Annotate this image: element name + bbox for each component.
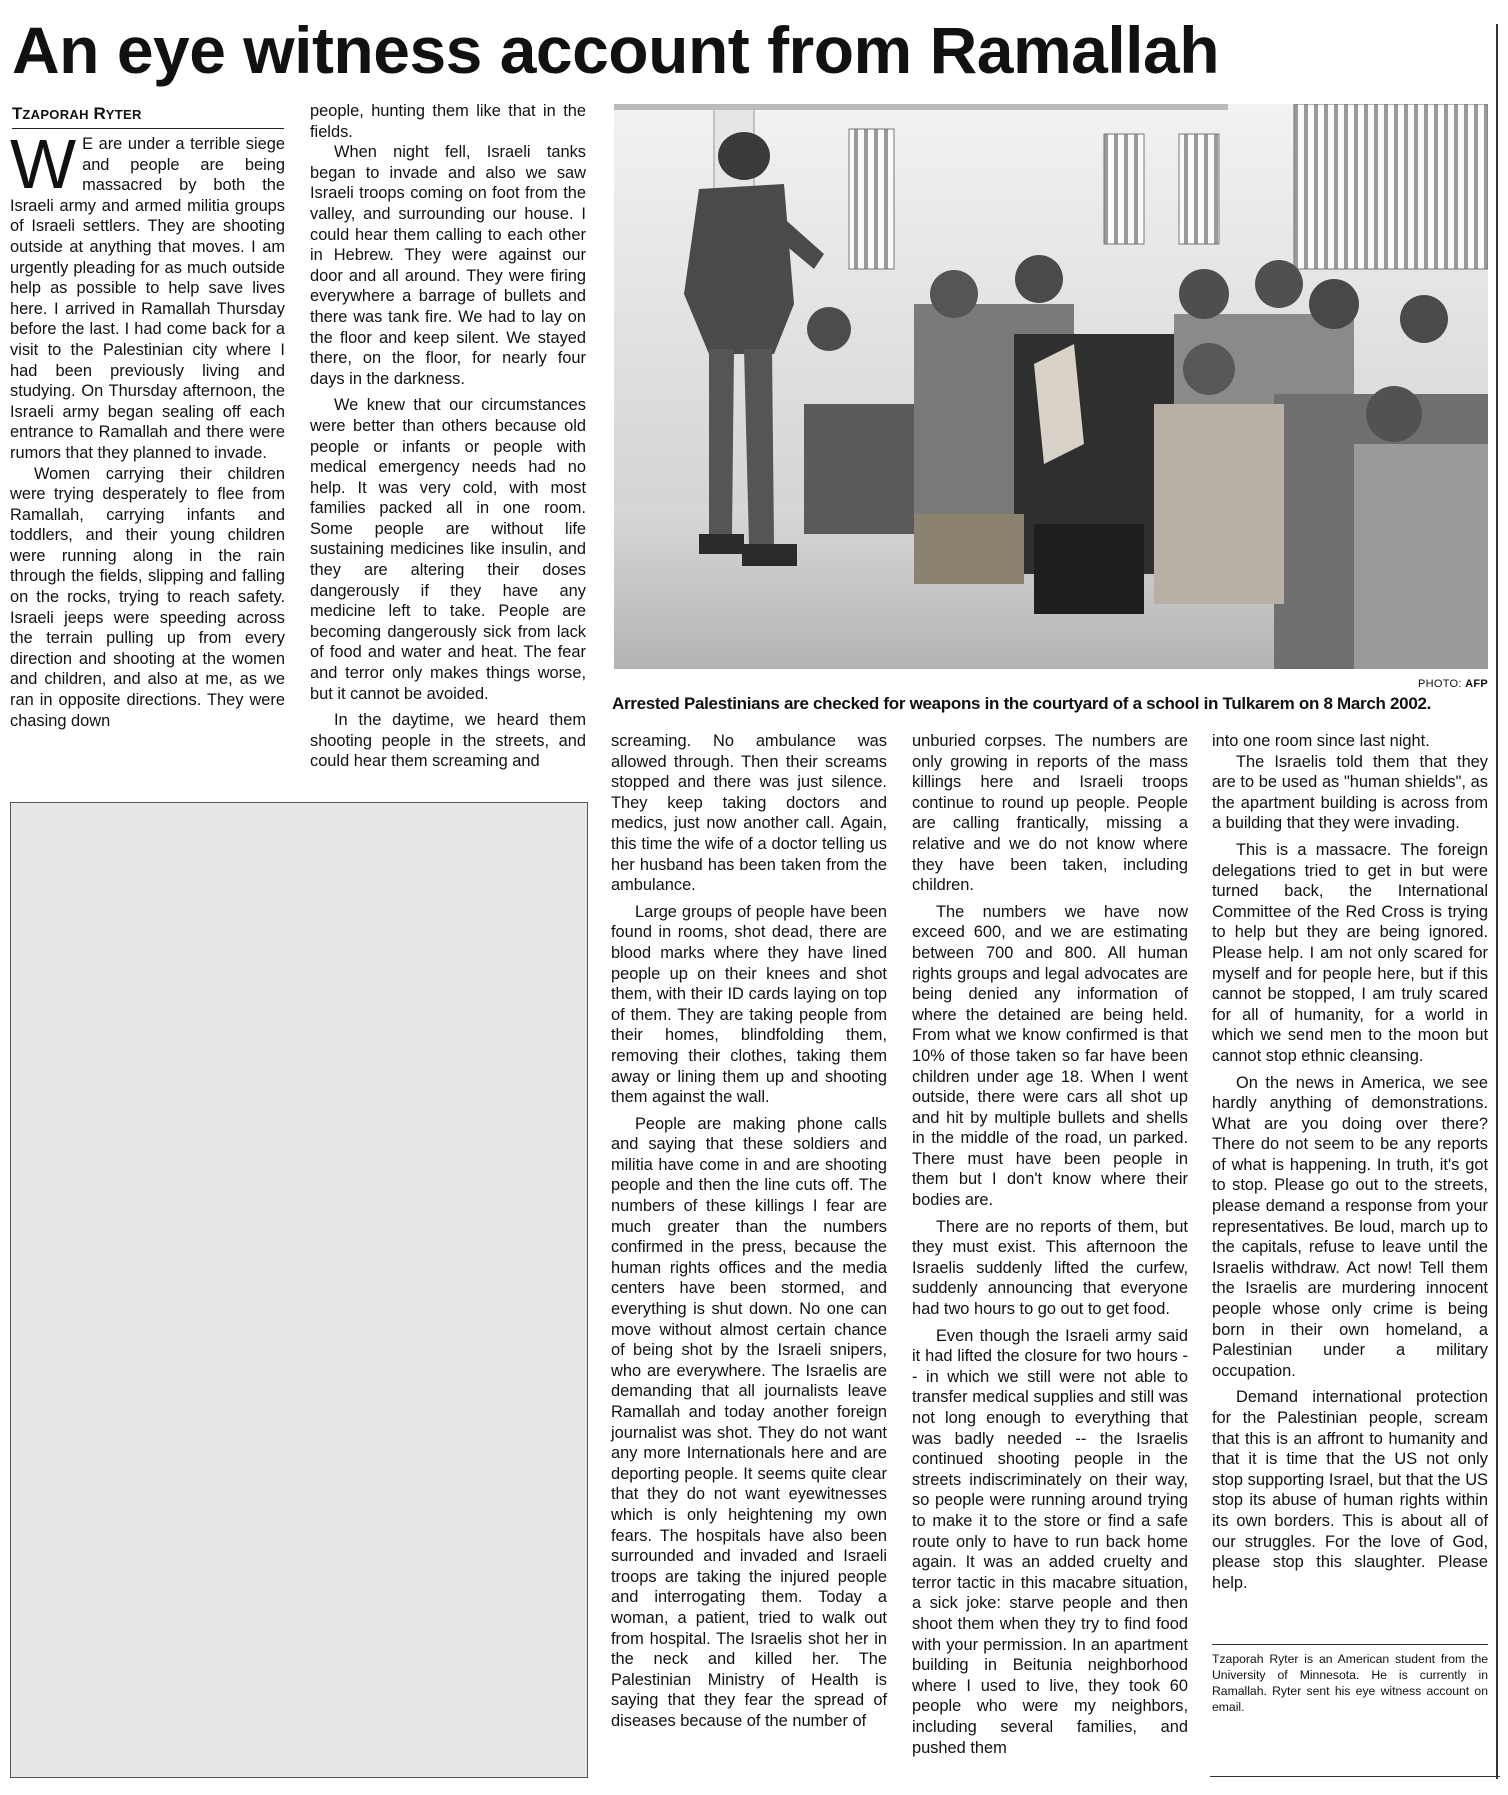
drop-cap: W bbox=[10, 125, 77, 203]
article-paragraph: There are no reports of them, but they must exist. This afternoon the Israelis suddenly lifted the curfew, suddenly announcing that everyone had two hours to go out to get food. bbox=[912, 1217, 1188, 1319]
article-paragraph: This is a massacre. The foreign delegations tried to get in but were turned back, the International Committee of the Red Cross is trying to help but they are being ignored. Please help. I am not only scared for myself and for people here, but if this cannot be stopped, I am truly scared for all of humanity, for a world in which we send men to the moon but cannot stop ethnic cleansing. bbox=[1212, 840, 1488, 1065]
article-column-5 bbox=[1212, 731, 1488, 1593]
byline-initial-first: T bbox=[12, 104, 23, 123]
photo-caption: Arrested Palestinians are checked for weapons in the courtyard of a school in Tulkarem on 8 March 2002. bbox=[612, 694, 1432, 713]
column-rule bbox=[1496, 24, 1498, 1779]
bio-divider bbox=[1212, 1644, 1488, 1645]
article-paragraph: into one room since last night. bbox=[1212, 732, 1430, 750]
photo-credit: PHOTO: AFP bbox=[1417, 678, 1488, 690]
ad-placeholder-box bbox=[10, 802, 588, 1778]
article-column-1 bbox=[10, 125, 285, 731]
article-paragraph: Even though the Israeli army said it had lifted the closure for two hours -- in which we still were not able to transfer medical supplies and still was not long enough to everything that was badly needed -- the Israelis continued shooting people in the streets indiscriminately on their way, so people were running around trying to make it to the store or find a safe route only to have to run back home again. It was an added cruelty and terror tactic in this macabre situation, a sick joke: starve people and then shoot them when they try to find food with your permission. In an apartment building in Beitunia neighborhood where I used to live, they took 60 people who were my neighbors, including several families, and pushed them bbox=[912, 1326, 1188, 1757]
byline-last-name: YTER bbox=[105, 107, 142, 122]
article-column-4 bbox=[912, 731, 1188, 1758]
byline-initial-last: R bbox=[93, 104, 106, 123]
article-paragraph: When night fell, Israeli tanks began to invade and also we saw Israeli troops coming on foot from the valley, and surrounding our house. I could hear them calling to each other in Hebrew. They were against our door and all around. They were firing everywhere a barrage of bullets and there was tank fire. We had to lay on the floor and keep silent. We stayed there, on the floor, for nearly four days in the darkness. bbox=[310, 143, 586, 388]
article-paragraph: unburied corpses. The numbers are only growing in reports of the mass killings here and Israeli troops continue to round up people. People are calling frantically, missing a relative and we do not know where they have been taken, including children. bbox=[912, 732, 1188, 895]
article-paragraph: Women carrying their children were trying desperately to flee from Ramallah, carrying infants and toddlers, and their young children were running along in the rain through the fields, slipping and falling on the rocks, trying to reach safety. Israeli jeeps were speeding across the terrain pulling up from every direction and shooting at the women and children, and also at me, as we ran in opposite directions. They were chasing down bbox=[10, 464, 285, 730]
bottom-rule bbox=[1210, 1776, 1500, 1777]
byline-first-name: ZAPORAH bbox=[22, 107, 89, 122]
article-paragraph: The numbers we have now exceed 600, and we are estimating between 700 and 800. All human rights groups and legal advocates are being denied any information of where the detained are being held. From what we know confirmed is that 10% of those taken so far have been children under age 18. When I went outside, there were cars all shot up and hit by multiple bullets and shells in the middle of the road, un parked. There must have been people in them but I don't know where their bodies are. bbox=[912, 902, 1188, 1210]
page-title: An eye witness account from Ramallah bbox=[12, 13, 1220, 87]
author-bio: Tzaporah Ryter is an American student from the University of Minnesota. He is currently in Ramallah. Ryter sent his eye witness account on email. bbox=[1212, 1652, 1488, 1714]
article-column-2 bbox=[310, 101, 586, 772]
article-paragraph: W E are under a terrible siege and people are being massacred by both the Israeli army and armed militia groups of Israeli settlers. They are shooting outside at anything that moves. I am urgently pleading for as much outside help as possible to help save lives here. I arrived in Ramallah Thursday before the last. I had come back for a visit to the Palestinian city where I had been previously living and studying. On Thursday afternoon, the Israeli army began sealing off each entrance to Ramallah and there were rumors that they planned to invade. bbox=[10, 125, 285, 462]
article-paragraph: Demand international protection for the Palestinian people, scream that this is an affront to humanity and that it is time that the US not only stop supporting Israel, but that the US stop its abuse of human rights within its own borders. This is about all of our struggles. For the love of God, please stop this slaughter. Please help. bbox=[1212, 1388, 1488, 1592]
article-paragraph: People are making phone calls and saying that these soldiers and militia have come in and are shooting people and then the line cuts off. The numbers of these killings I fear are much greater than the numbers confirmed in the press, because the human rights offices and the media centers have been stormed, and everything is shut down. No one can move without almost certain chance of being shot by the Israeli snipers, who are everywhere. The Israelis are demanding that all journalists leave Ramallah and today another foreign journalist was shot. They do not want any more Internationals here and are deporting people. It seems quite clear that they do not want eyewitnesses which is only heightening my own fears. The hospitals have also been surrounded and invaded and Israeli troops are taking the injured people and interrogating them. Today a woman, a patient, tried to walk out from hospital. The Israelis shot her in the neck and killed her. The Palestinian Ministry of Health is saying that they fear the spread of diseases because of the number of bbox=[611, 1114, 887, 1730]
article-paragraph: In the daytime, we heard them shooting people in the streets, and could hear them screaming and bbox=[310, 711, 586, 771]
article-paragraph: people, hunting them like that in the fields. bbox=[310, 102, 586, 141]
article-paragraph: On the news in America, we see hardly anything of demonstrations. What are you doing over there? There do not seem to be any reports of what is happening. In truth, it's got to stop. Please go out to the streets, please demand a response from your representatives. Be loud, march up to the capitals, refuse to leave until the Israelis withdraw. Act now! Tell them the Israelis are murdering innocent people whose only crime is being born in their own homeland, a Palestinian under a military occupation. bbox=[1212, 1073, 1488, 1380]
article-paragraph: We knew that our circumstances were better than others because old people or infants or people with medical emergency needs had no help. It was very cold, with most families packed all in one room. Some people are without life sustaining medicines like insulin, and they are altering their doses dangerously if they have any medicine left to take. People are becoming dangerously sick from lack of food and water and heat. The fear and terror only makes things worse, but it cannot be avoided. bbox=[310, 396, 586, 703]
news-photo bbox=[614, 104, 1488, 669]
article-paragraph: Large groups of people have been found in rooms, shot dead, there are blood marks where they have lined people up on their knees and shot them, with their ID cards laying on top of them. They are taking people from their homes, blindfolding them, removing their clothes, taking them away or lining them up and shooting them against the wall. bbox=[611, 902, 887, 1107]
article-paragraph: The Israelis told them that they are to be used as "human shields", as the apartment building is across from a building that they were invading. bbox=[1212, 752, 1488, 833]
photo-soldier-detainees-image bbox=[614, 104, 1488, 669]
article-column-3 bbox=[611, 731, 887, 1732]
article-paragraph: screaming. No ambulance was allowed through. Then their screams stopped and there was just silence. They keep taking doctors and medics, just now another call. Again, this time the wife of a doctor telling us her husband has been taken from the ambulance. bbox=[611, 732, 887, 895]
